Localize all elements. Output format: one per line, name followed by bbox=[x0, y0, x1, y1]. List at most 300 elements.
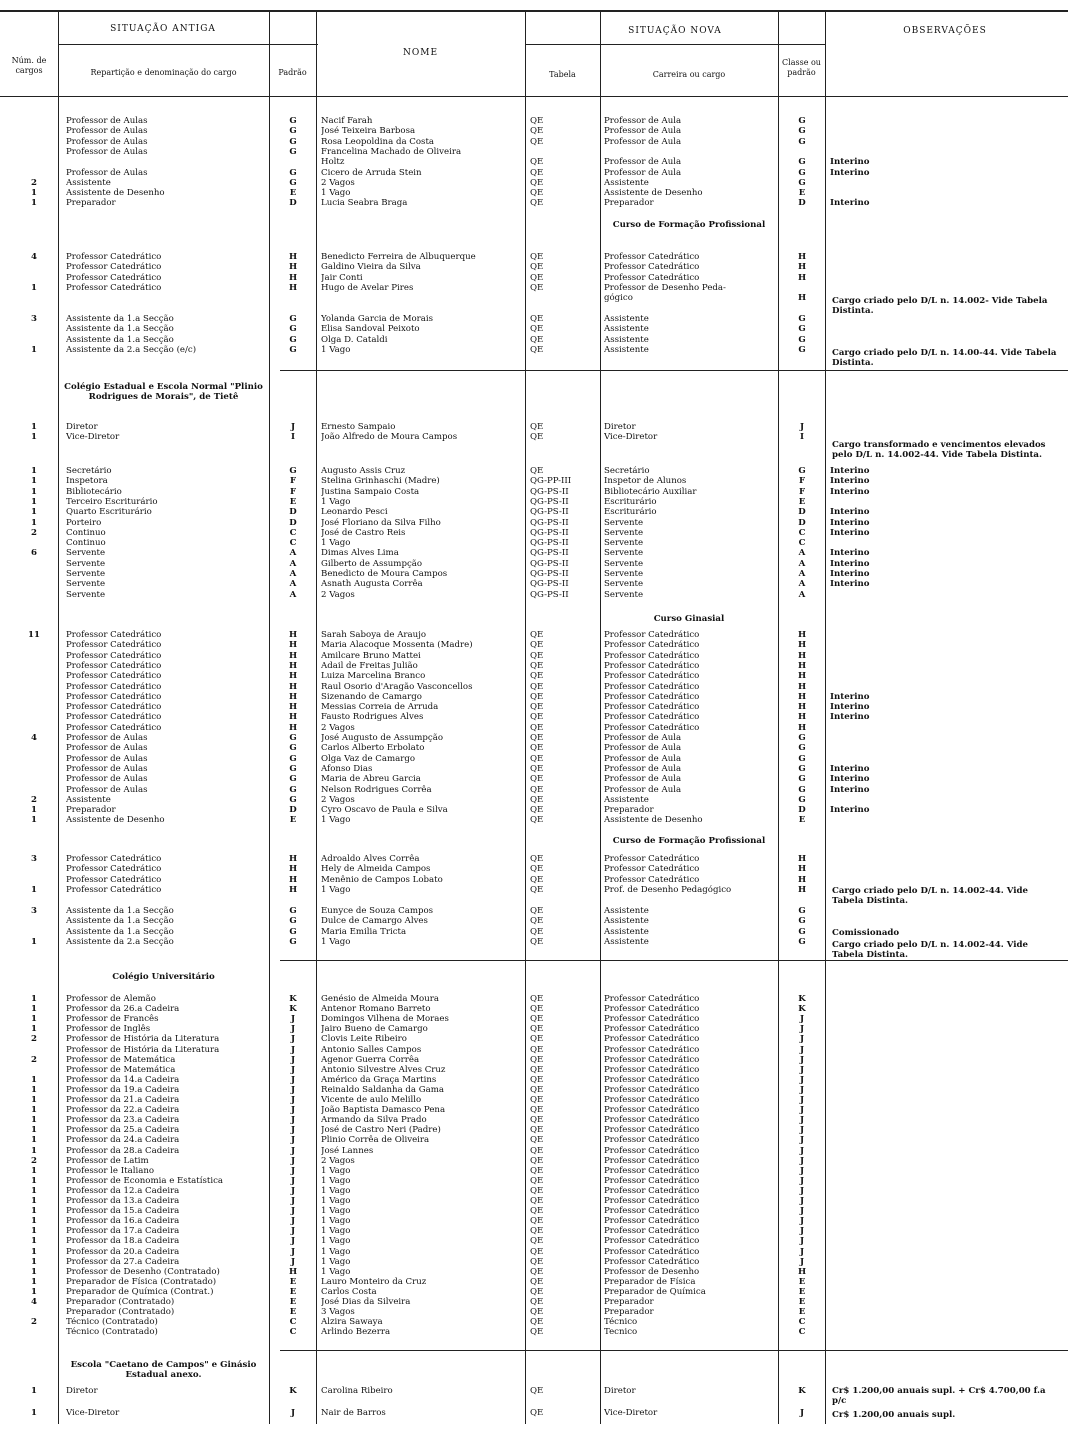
table-row bbox=[0, 864, 1068, 874]
cell-num: 1 bbox=[31, 1206, 37, 1216]
cell-tabela: QE bbox=[530, 1287, 544, 1297]
cell-num: 1 bbox=[31, 885, 37, 895]
table-row bbox=[0, 198, 1068, 208]
cell-classe: J bbox=[799, 1085, 805, 1095]
cell-carreira: Assistente bbox=[604, 314, 649, 324]
cell-padrao: J bbox=[290, 1024, 296, 1034]
cell-tabela: QE bbox=[530, 262, 544, 272]
cell-num: 3 bbox=[31, 854, 37, 864]
table-row bbox=[0, 1408, 1068, 1418]
cell-classe: G bbox=[798, 335, 806, 345]
cell-carreira: Assistente bbox=[604, 324, 649, 334]
section-curso-formacao-2: Curso de Formação Profissional bbox=[612, 836, 766, 846]
cell-nome: 2 Vagos bbox=[321, 178, 355, 188]
cell-carreira: Professor Catedrático bbox=[604, 1216, 700, 1226]
table-row bbox=[0, 671, 1068, 681]
cell-rep: Professor de Aulas bbox=[66, 147, 148, 157]
cell-classe: G bbox=[798, 733, 806, 743]
cell-classe: J bbox=[799, 1196, 805, 1206]
cell-rep: Preparador (Contratado) bbox=[66, 1307, 175, 1317]
cell-tabela: QG-PS-II bbox=[530, 507, 569, 517]
cell-num: 1 bbox=[31, 1386, 37, 1396]
table-row bbox=[0, 927, 1068, 937]
cell-carreira: Professor Catedrático bbox=[604, 640, 700, 650]
cell-tabela: QE bbox=[530, 335, 544, 345]
cell-nome: Cicero de Arruda Stein bbox=[321, 168, 422, 178]
cell-classe: D bbox=[798, 805, 806, 815]
cell-num: 1 bbox=[31, 1277, 37, 1287]
cell-tabela: QE bbox=[530, 178, 544, 188]
cell-obs: Interino bbox=[830, 805, 870, 815]
table-row bbox=[0, 795, 1068, 805]
cell-carreira: Servente bbox=[604, 538, 644, 548]
cell-tabela: QE bbox=[530, 314, 544, 324]
cell-nome: Carlos Alberto Erbolato bbox=[321, 743, 425, 753]
cell-padrao: H bbox=[288, 671, 298, 681]
cell-carreira: Preparador bbox=[604, 1307, 654, 1317]
cell-rep: Assistente da 1.a Secção bbox=[66, 324, 174, 334]
cell-rep: Vice-Diretor bbox=[66, 1408, 120, 1418]
cell-classe: H bbox=[797, 712, 807, 722]
cell-carreira: Prof. de Desenho Pedagógico bbox=[604, 885, 732, 895]
header-carreira: Carreira ou cargo bbox=[652, 70, 726, 79]
cell-padrao: J bbox=[290, 1408, 296, 1418]
table-row bbox=[0, 906, 1068, 916]
cell-carreira: Escriturário bbox=[604, 507, 657, 517]
cell-padrao: G bbox=[289, 927, 297, 937]
table-row bbox=[0, 466, 1068, 476]
cell-rep: Professor de Aulas bbox=[66, 137, 148, 147]
cell-classe: J bbox=[799, 1105, 805, 1115]
table-row bbox=[0, 1045, 1068, 1055]
table-row bbox=[0, 273, 1068, 283]
cell-carreira: Servente bbox=[604, 579, 644, 589]
cell-rep: Professor de Francês bbox=[66, 1014, 159, 1024]
cell-carreira: Professor Catedrático bbox=[604, 875, 700, 885]
cell-classe: I bbox=[799, 432, 805, 442]
cell-padrao: J bbox=[290, 1085, 296, 1095]
cell-carreira: Professor Catedrático bbox=[604, 1135, 700, 1145]
cell-classe: E bbox=[798, 497, 806, 507]
cell-nome: Hugo de Avelar Pires bbox=[321, 283, 414, 293]
cell-rep: Preparador de Física (Contratado) bbox=[66, 1277, 217, 1287]
cell-rep: Assistente da 1.a Secção bbox=[66, 906, 174, 916]
cell-nome: Nacif Farah bbox=[321, 116, 373, 126]
section-rule-1 bbox=[280, 370, 1068, 371]
cell-carreira: Professor Catedrático bbox=[604, 1257, 700, 1267]
cell-obs: Interino bbox=[830, 466, 870, 476]
cell-tabela: QE bbox=[530, 916, 544, 926]
cell-classe: G bbox=[798, 178, 806, 188]
cell-nome: Antonio Silvestre Alves Cruz bbox=[321, 1065, 446, 1075]
section-curso-formacao-1: Curso de Formação Profissional bbox=[612, 220, 766, 230]
table-row bbox=[0, 1055, 1068, 1065]
table-row bbox=[0, 528, 1068, 538]
cell-rep: Assistente da 2.a Secção (e/c) bbox=[66, 345, 197, 355]
cell-classe: G bbox=[798, 916, 806, 926]
cell-tabela: QE bbox=[530, 1216, 544, 1226]
cell-rep: Professor da 28.a Cadeira bbox=[66, 1146, 180, 1156]
table-row bbox=[0, 1156, 1068, 1166]
cell-num: 2 bbox=[31, 1156, 37, 1166]
cell-nome: 2 Vagos bbox=[321, 795, 355, 805]
cell-nome: Afonso Dias bbox=[321, 764, 373, 774]
cell-carreira: Assistente bbox=[604, 927, 649, 937]
cell-carreira: Professor Catedrático bbox=[604, 252, 700, 262]
cell-nome: Francelina Machado de Oliveira bbox=[321, 147, 462, 157]
cell-obs: Interino bbox=[830, 548, 870, 558]
cell-tabela: QE bbox=[530, 692, 544, 702]
cell-classe: G bbox=[798, 466, 806, 476]
cell-nome: Amilcare Bruno Mattei bbox=[321, 651, 421, 661]
cell-nome: 1 Vago bbox=[321, 1247, 351, 1257]
cell-nome: 1 Vago bbox=[321, 1186, 351, 1196]
table-row bbox=[0, 157, 1068, 167]
table-row bbox=[0, 815, 1068, 825]
cell-nome: Raul Osorio d'Aragão Vasconcellos bbox=[321, 682, 473, 692]
cell-padrao: J bbox=[290, 1156, 296, 1166]
cell-padrao: J bbox=[290, 1206, 296, 1216]
cell-nome: João Alfredo de Moura Campos bbox=[321, 432, 458, 442]
cell-tabela: QG-PS-II bbox=[530, 569, 569, 579]
cell-carreira: Servente bbox=[604, 528, 644, 538]
cell-classe: G bbox=[798, 116, 806, 126]
table-row bbox=[0, 785, 1068, 795]
cell-carreira: Professor Catedrático bbox=[604, 1196, 700, 1206]
cell-tabela: QE bbox=[530, 324, 544, 334]
cell-num: 1 bbox=[31, 1287, 37, 1297]
table-row bbox=[0, 754, 1068, 764]
cell-tabela: QE bbox=[530, 1115, 544, 1125]
cell-rep: Bibliotecário bbox=[66, 487, 122, 497]
cell-classe: H bbox=[797, 875, 807, 885]
cell-tabela: QE bbox=[530, 1196, 544, 1206]
cell-classe: G bbox=[798, 795, 806, 805]
table-row bbox=[0, 764, 1068, 774]
cell-classe: G bbox=[798, 754, 806, 764]
cell-nome: José de Castro Reis bbox=[321, 528, 406, 538]
cell-nome: Nair de Barros bbox=[321, 1408, 386, 1418]
cell-carreira: Professor Catedrático bbox=[604, 1176, 700, 1186]
table-row bbox=[0, 1236, 1068, 1246]
cell-rep: Professor Catedrático bbox=[66, 712, 162, 722]
cell-rep: Professor Catedrático bbox=[66, 875, 162, 885]
cell-rep: Professor da 24.a Cadeira bbox=[66, 1135, 180, 1145]
cell-carreira: Professor de Aula bbox=[604, 168, 682, 178]
cell-padrao: A bbox=[289, 569, 297, 579]
cell-nome: Lucia Seabra Braga bbox=[321, 198, 408, 208]
cell-obs: Interino bbox=[830, 702, 870, 712]
section-colegio-plinio: Colégio Estadual e Escola Normal "Plinio Rodrigues de Morais", de Tietê bbox=[64, 382, 263, 402]
cell-carreira: Professor Catedrático bbox=[604, 630, 700, 640]
table-row bbox=[0, 335, 1068, 345]
cell-tabela: QE bbox=[530, 712, 544, 722]
table-row bbox=[0, 743, 1068, 753]
cell-rep: Professor Catedrático bbox=[66, 262, 162, 272]
cell-nome: Jair Conti bbox=[321, 273, 363, 283]
cell-padrao: G bbox=[289, 733, 297, 743]
cell-nome: Clovis Leite Ribeiro bbox=[321, 1034, 407, 1044]
table-row bbox=[0, 1014, 1068, 1024]
cell-classe: H bbox=[797, 661, 807, 671]
cell-rep: Professor de Desenho (Contratado) bbox=[66, 1267, 220, 1277]
cell-classe: E bbox=[798, 1297, 806, 1307]
cell-rep: Professor da 26.a Cadeira bbox=[66, 1004, 180, 1014]
cell-padrao: G bbox=[289, 137, 297, 147]
cell-padrao: H bbox=[288, 283, 298, 293]
cell-tabela: QE bbox=[530, 157, 544, 167]
header-tabela: Tabela bbox=[549, 70, 576, 79]
table-row bbox=[0, 147, 1068, 157]
cell-nome: 1 Vago bbox=[321, 937, 351, 947]
table-row bbox=[0, 1176, 1068, 1186]
table-row bbox=[0, 1287, 1068, 1297]
cell-tabela: QG-PS-II bbox=[530, 559, 569, 569]
cell-rep: Professor de Aulas bbox=[66, 754, 148, 764]
cell-rep: Professor de História da Literatura bbox=[66, 1034, 220, 1044]
cell-nome: Antenor Romano Barreto bbox=[321, 1004, 431, 1014]
table-row bbox=[0, 314, 1068, 324]
cell-classe: J bbox=[799, 1236, 805, 1246]
cell-classe: G bbox=[798, 157, 806, 167]
cell-tabela: QG-PS-II bbox=[530, 518, 569, 528]
cell-rep: Servente bbox=[66, 579, 106, 589]
cell-carreira: Professor Catedrático bbox=[604, 1206, 700, 1216]
cell-tabela: QE bbox=[530, 1135, 544, 1145]
cell-classe: J bbox=[799, 1408, 805, 1418]
cell-carreira: Professor Catedrático bbox=[604, 682, 700, 692]
cell-num: 1 bbox=[31, 507, 37, 517]
cell-classe: G bbox=[798, 314, 806, 324]
cell-tabela: QE bbox=[530, 137, 544, 147]
cell-padrao: J bbox=[290, 1186, 296, 1196]
cell-classe: G bbox=[798, 927, 806, 937]
cell-num: 4 bbox=[31, 733, 37, 743]
cell-obs: Interino bbox=[830, 692, 870, 702]
cell-padrao: H bbox=[288, 273, 298, 283]
cell-rep: Professor Catedrático bbox=[66, 723, 162, 733]
cell-padrao: G bbox=[289, 345, 297, 355]
cell-tabela: QE bbox=[530, 1267, 544, 1277]
cell-nome: Luiza Marcelina Branco bbox=[321, 671, 426, 681]
cell-tabela: QE bbox=[530, 682, 544, 692]
cell-num: 2 bbox=[31, 1034, 37, 1044]
table-row bbox=[0, 682, 1068, 692]
cell-rep: Professor Catedrático bbox=[66, 283, 162, 293]
cell-rep: Técnico (Contratado) bbox=[66, 1327, 158, 1337]
cell-num: 1 bbox=[31, 1125, 37, 1135]
table-row bbox=[0, 723, 1068, 733]
table-row bbox=[0, 1247, 1068, 1257]
cell-carreira: Professor Catedrático bbox=[604, 1014, 700, 1024]
cell-padrao: I bbox=[290, 432, 296, 442]
cell-obs: Interino bbox=[830, 198, 870, 208]
cell-classe: F bbox=[798, 476, 806, 486]
table-row bbox=[0, 1386, 1068, 1396]
cell-nome: 1 Vago bbox=[321, 1226, 351, 1236]
top-rule bbox=[0, 10, 1068, 12]
cell-rep: Professor Catedrático bbox=[66, 702, 162, 712]
cell-rep: Professor Catedrático bbox=[66, 885, 162, 895]
cell-obs: Interino bbox=[830, 157, 870, 167]
cell-classe: C bbox=[798, 538, 806, 548]
cell-classe: J bbox=[799, 1014, 805, 1024]
cell-rep: Preparador de Química (Contrat.) bbox=[66, 1287, 214, 1297]
cell-num: 4 bbox=[31, 1297, 37, 1307]
cell-rep: Professor de Economia e Estatística bbox=[66, 1176, 224, 1186]
cell-classe: H bbox=[797, 252, 807, 262]
cell-classe: G bbox=[798, 137, 806, 147]
cell-tabela: QE bbox=[530, 273, 544, 283]
cell-carreira: Assistente de Desenho bbox=[604, 815, 703, 825]
cell-num: 1 bbox=[31, 815, 37, 825]
cell-classe: E bbox=[798, 1287, 806, 1297]
cell-classe: H bbox=[797, 671, 807, 681]
table-row bbox=[0, 712, 1068, 722]
cell-padrao: C bbox=[289, 1317, 297, 1327]
cell-rep: Assistente da 1.a Secção bbox=[66, 916, 174, 926]
cell-padrao: G bbox=[289, 764, 297, 774]
cell-tabela: QG-PS-II bbox=[530, 528, 569, 538]
table-row bbox=[0, 137, 1068, 147]
cell-rep: Professor de Aulas bbox=[66, 764, 148, 774]
cell-nome: José Dias da Silveira bbox=[321, 1297, 411, 1307]
cell-padrao: F bbox=[289, 476, 297, 486]
cell-carreira: Preparador bbox=[604, 1297, 654, 1307]
cell-carreira: Assistente bbox=[604, 937, 649, 947]
cell-carreira: Servente bbox=[604, 569, 644, 579]
cell-tabela: QE bbox=[530, 1045, 544, 1055]
cell-nome: Américo da Graça Martins bbox=[321, 1075, 437, 1085]
cell-num: 1 bbox=[31, 1196, 37, 1206]
cell-tabela: QE bbox=[530, 1297, 544, 1307]
cell-rep: Professor de Aulas bbox=[66, 743, 148, 753]
cell-carreira: Professor Catedrático bbox=[604, 1075, 700, 1085]
table-row bbox=[0, 497, 1068, 507]
table-row bbox=[0, 188, 1068, 198]
table-row bbox=[0, 651, 1068, 661]
cell-tabela: QE bbox=[530, 1317, 544, 1327]
cell-tabela: QE bbox=[530, 283, 544, 293]
cell-classe: J bbox=[799, 1206, 805, 1216]
cell-padrao: G bbox=[289, 126, 297, 136]
table-row bbox=[0, 916, 1068, 926]
cell-nome: Menênio de Campos Lobato bbox=[321, 875, 443, 885]
cell-nome: Eunyce de Souza Campos bbox=[321, 906, 434, 916]
cell-carreira: Professor Catedrático bbox=[604, 712, 700, 722]
cell-carreira: Servente bbox=[604, 548, 644, 558]
cell-tabela: QE bbox=[530, 785, 544, 795]
cell-obs: Interino bbox=[830, 569, 870, 579]
cell-carreira: Inspetor de Alunos bbox=[604, 476, 687, 486]
cell-nome: Hely de Almeida Campos bbox=[321, 864, 431, 874]
cell-num: 1 bbox=[31, 1236, 37, 1246]
cell-carreira: Assistente bbox=[604, 345, 649, 355]
cell-classe: G bbox=[798, 743, 806, 753]
cell-classe: D bbox=[798, 507, 806, 517]
cell-tabela: QE bbox=[530, 1004, 544, 1014]
section-rule-2 bbox=[280, 960, 1068, 961]
cell-carreira: Secretário bbox=[604, 466, 650, 476]
table-row bbox=[0, 476, 1068, 486]
cell-tabela: QE bbox=[530, 1307, 544, 1317]
cell-padrao: G bbox=[289, 774, 297, 784]
cell-padrao: C bbox=[289, 528, 297, 538]
cell-tabela: QE bbox=[530, 1166, 544, 1176]
table-row bbox=[0, 1216, 1068, 1226]
cell-classe: G bbox=[798, 126, 806, 136]
cell-rep: Professor de Aulas bbox=[66, 168, 148, 178]
cell-tabela: QE bbox=[530, 815, 544, 825]
cell-tabela: QE bbox=[530, 168, 544, 178]
table-row bbox=[0, 1327, 1068, 1337]
obs-note: Comissionado bbox=[832, 928, 900, 938]
cell-tabela: QG-PS-II bbox=[530, 487, 569, 497]
table-row bbox=[0, 937, 1068, 947]
cell-classe: H bbox=[797, 682, 807, 692]
cell-num: 1 bbox=[31, 1135, 37, 1145]
table-row bbox=[0, 1257, 1068, 1267]
cell-nome: 1 Vago bbox=[321, 538, 351, 548]
cell-nome: Dulce de Camargo Alves bbox=[321, 916, 428, 926]
cell-rep: Professor de Aulas bbox=[66, 774, 148, 784]
cell-rep: Assistente de Desenho bbox=[66, 815, 165, 825]
cell-tabela: QE bbox=[530, 864, 544, 874]
cell-nome: Arlindo Bezerra bbox=[321, 1327, 391, 1337]
cell-padrao: D bbox=[289, 198, 297, 208]
cell-classe: J bbox=[799, 1045, 805, 1055]
cell-nome: Nelson Rodrigues Corrêa bbox=[321, 785, 432, 795]
cell-nome: Asnath Augusta Corrêa bbox=[321, 579, 423, 589]
cell-padrao: J bbox=[290, 1034, 296, 1044]
cell-classe: J bbox=[799, 1176, 805, 1186]
cell-classe: J bbox=[799, 1115, 805, 1125]
cell-tabela: QE bbox=[530, 723, 544, 733]
cell-nome: Domingos Vilhena de Moraes bbox=[321, 1014, 449, 1024]
cell-classe: J bbox=[799, 422, 805, 432]
cell-padrao: J bbox=[290, 1216, 296, 1226]
table-row bbox=[0, 1307, 1068, 1317]
cell-rep: Professor Catedrático bbox=[66, 661, 162, 671]
cell-classe: C bbox=[798, 1317, 806, 1327]
cell-classe: G bbox=[798, 324, 806, 334]
cell-nome: Lauro Monteiro da Cruz bbox=[321, 1277, 427, 1287]
table-row bbox=[0, 805, 1068, 815]
cell-carreira: Professor Catedrático bbox=[604, 1125, 700, 1135]
cell-nome: Plinio Corrêa de Oliveira bbox=[321, 1135, 430, 1145]
cell-classe: G bbox=[798, 168, 806, 178]
table-row bbox=[0, 487, 1068, 497]
cell-tabela: QE bbox=[530, 733, 544, 743]
cell-rep: Professor le Italiano bbox=[66, 1166, 155, 1176]
header-situacao-antiga: SITUAÇÃO ANTIGA bbox=[110, 24, 216, 34]
table-row bbox=[0, 507, 1068, 517]
cell-nome: Elisa Sandoval Peixoto bbox=[321, 324, 420, 334]
cell-padrao: H bbox=[288, 661, 298, 671]
cell-padrao: H bbox=[288, 702, 298, 712]
cell-num: 1 bbox=[31, 1216, 37, 1226]
cell-num: 3 bbox=[31, 906, 37, 916]
cell-carreira: Diretor bbox=[604, 1386, 636, 1396]
cell-num: 3 bbox=[31, 314, 37, 324]
cell-num: 1 bbox=[31, 188, 37, 198]
cell-classe: J bbox=[799, 1156, 805, 1166]
cell-nome: Armando da Silva Prado bbox=[321, 1115, 427, 1125]
cell-nome: Sizenando de Camargo bbox=[321, 692, 422, 702]
cell-nome: 1 Vago bbox=[321, 1206, 351, 1216]
cell-num: 1 bbox=[31, 1085, 37, 1095]
cell-num: 4 bbox=[31, 252, 37, 262]
